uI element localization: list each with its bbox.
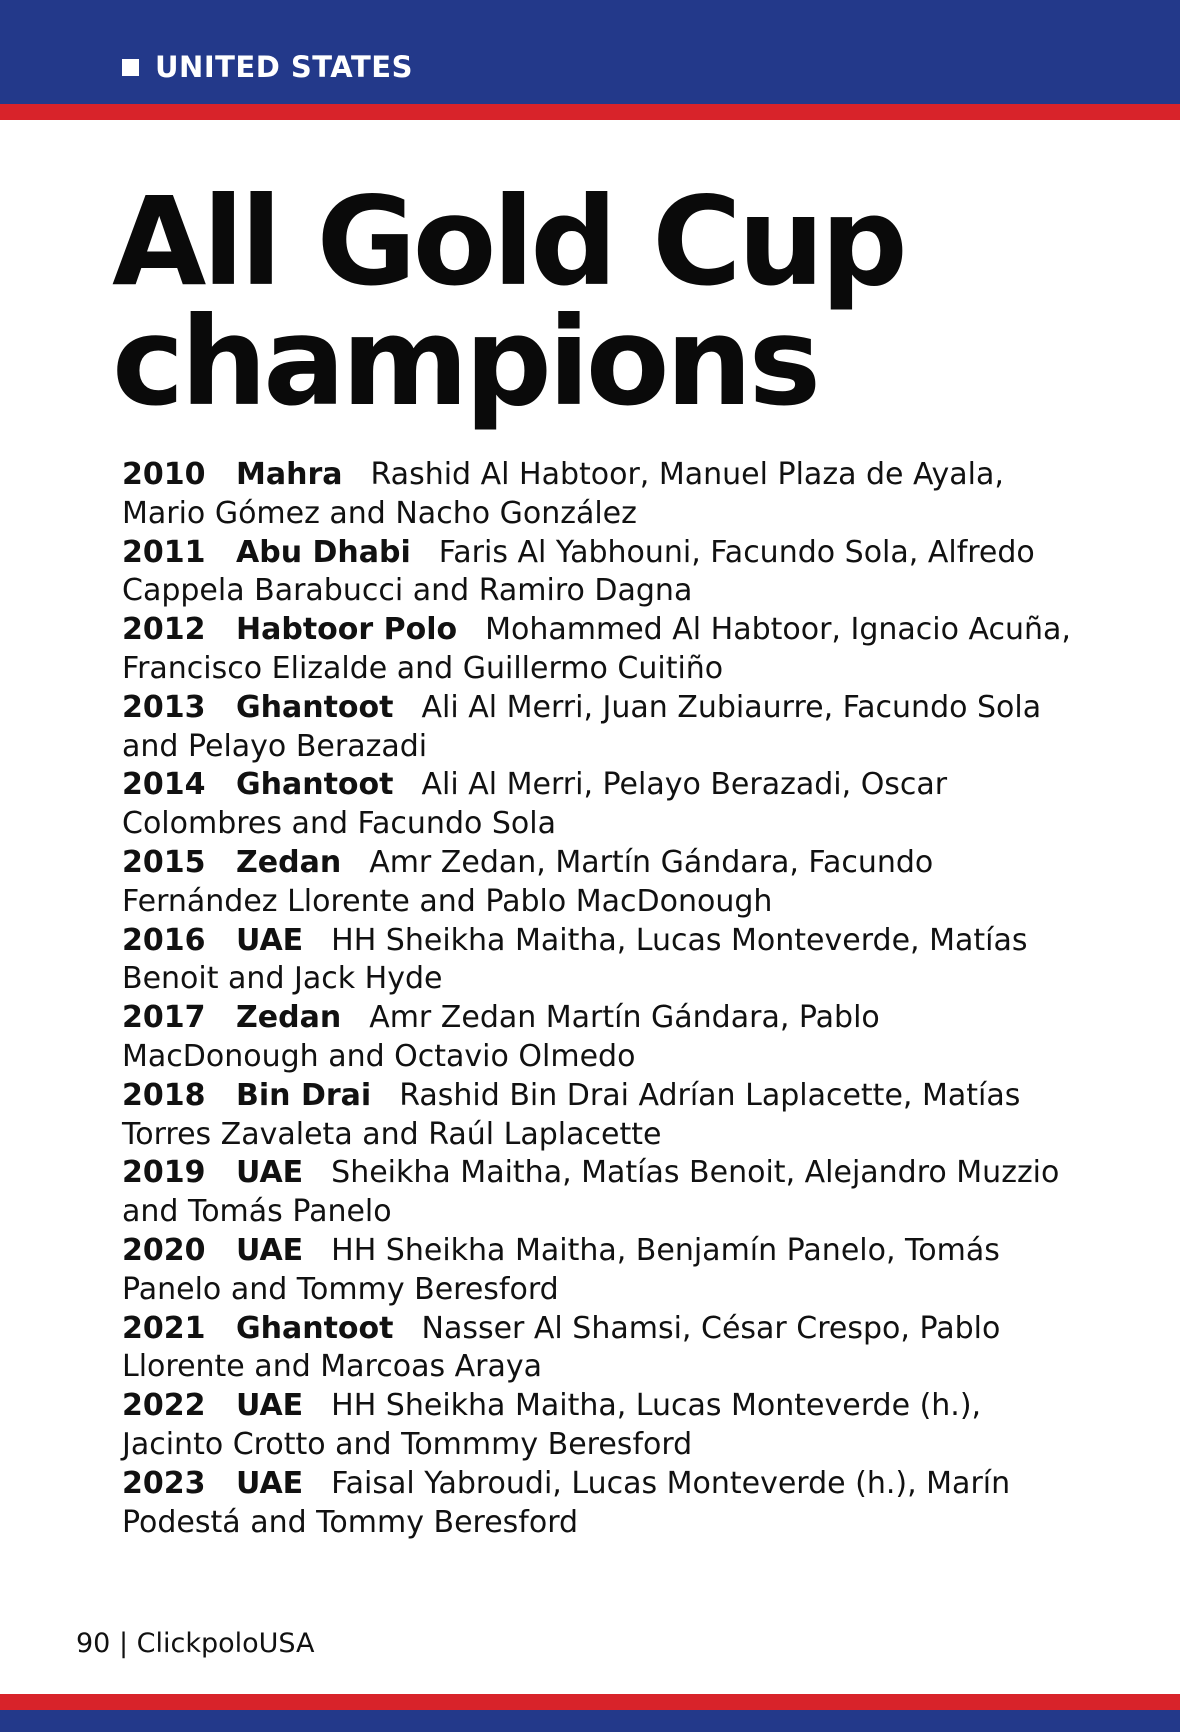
champion-players: Sheikha Maitha, Matías Benoit, Alejandro Muzzio and Tomás Panelo <box>122 1155 1060 1230</box>
champion-players: Mohammed Al Habtoor, Ignacio Acuña, Francisco Elizalde and Guillermo Cuitiño <box>122 612 1071 686</box>
champion-year: 2012 <box>122 612 206 648</box>
page-title-line-2: champions <box>112 291 818 433</box>
champion-year: 2010 <box>122 457 206 492</box>
section-label <box>122 50 413 84</box>
champion-team: Zedan <box>236 844 342 880</box>
section-label-text: UNITED STATES <box>155 50 413 84</box>
champions-list <box>122 456 1072 1542</box>
champion-team: Abu Dhabi <box>236 534 411 570</box>
champion-year: 2011 <box>122 534 206 570</box>
champion-players: Nasser Al Shamsi, César Crespo, Pablo Llorente and Marcoas Araya <box>122 1310 1001 1385</box>
champion-players: Faisal Yabroudi, Lucas Monteverde (h.), Marín Podestá and Tommy Beresford <box>122 1465 1011 1540</box>
champion-year: 2017 <box>122 1000 206 1036</box>
champion-year: 2015 <box>122 844 206 880</box>
champion-team: Mahra <box>236 457 343 492</box>
champion-players: Amr Zedan Martín Gándara, Pablo MacDonough and Octavio Olmedo <box>122 1000 880 1074</box>
champion-players: Ali Al Merri, Juan Zubiaurre, Facundo Sola and Pelayo Berazadi <box>122 689 1042 764</box>
champion-team: Zedan <box>236 1000 342 1036</box>
champion-team: UAE <box>236 1155 304 1191</box>
champion-entry <box>122 611 1072 689</box>
champion-players: Rashid Al Habtoor, Manuel Plaza de Ayala, Mario Gómez and Nacho González <box>122 457 1004 531</box>
champion-year: 2020 <box>122 1232 206 1268</box>
page-title-line-1: All Gold Cup <box>112 171 904 313</box>
champion-year: 2016 <box>122 922 206 958</box>
page-title <box>112 171 904 433</box>
page-footer: 90 | ClickpoloUSA <box>76 1628 315 1659</box>
header-red-stripe <box>0 104 1180 120</box>
champion-year: 2018 <box>122 1077 206 1113</box>
champion-team: Habtoor Polo <box>236 612 458 648</box>
champion-entry <box>122 844 1072 922</box>
champion-entry <box>122 1154 1072 1232</box>
champion-entry <box>122 689 1072 767</box>
champion-year: 2014 <box>122 767 206 803</box>
champion-entry <box>122 922 1072 1000</box>
champion-entry <box>122 1077 1072 1155</box>
champion-entry <box>122 456 1072 534</box>
champion-team: Ghantoot <box>236 767 394 803</box>
champion-team: Ghantoot <box>236 1310 394 1346</box>
champion-players: Amr Zedan, Martín Gándara, Facundo Fernández Llorente and Pablo MacDonough <box>122 844 934 919</box>
champion-players: Ali Al Merri, Pelayo Berazadi, Oscar Colombres and Facundo Sola <box>122 767 948 842</box>
champion-year: 2013 <box>122 689 206 725</box>
champion-players: Rashid Bin Drai Adrían Laplacette, Matías Torres Zavaleta and Raúl Laplacette <box>122 1077 1021 1152</box>
champion-entry <box>122 1465 1072 1543</box>
champion-entry <box>122 1387 1072 1465</box>
footer-band <box>0 1710 1180 1732</box>
champion-year: 2021 <box>122 1310 206 1346</box>
champion-team: UAE <box>236 922 304 958</box>
footer-red-stripe <box>0 1694 1180 1710</box>
champion-entry <box>122 1232 1072 1310</box>
champion-players: HH Sheikha Maitha, Benjamín Panelo, Tomás Panelo and Tommy Beresford <box>122 1232 1000 1307</box>
champion-entry <box>122 999 1072 1077</box>
champion-year: 2022 <box>122 1388 206 1424</box>
champion-team: UAE <box>236 1232 304 1268</box>
champion-players: Faris Al Yabhouni, Facundo Sola, Alfredo Cappela Barabucci and Ramiro Dagna <box>122 534 1035 609</box>
champion-players: HH Sheikha Maitha, Lucas Monteverde, Matías Benoit and Jack Hyde <box>122 922 1028 997</box>
champion-team: Bin Drai <box>236 1077 372 1113</box>
champion-year: 2023 <box>122 1465 206 1501</box>
champion-entry <box>122 766 1072 844</box>
champion-entry <box>122 534 1072 612</box>
champion-team: Ghantoot <box>236 689 394 725</box>
champion-team: UAE <box>236 1388 304 1424</box>
champion-year: 2019 <box>122 1155 206 1191</box>
champion-team: UAE <box>236 1465 304 1501</box>
champion-players: HH Sheikha Maitha, Lucas Monteverde (h.), Jacinto Crotto and Tommmy Beresford <box>122 1388 982 1462</box>
square-bullet-icon <box>122 59 139 76</box>
champion-entry <box>122 1310 1072 1388</box>
